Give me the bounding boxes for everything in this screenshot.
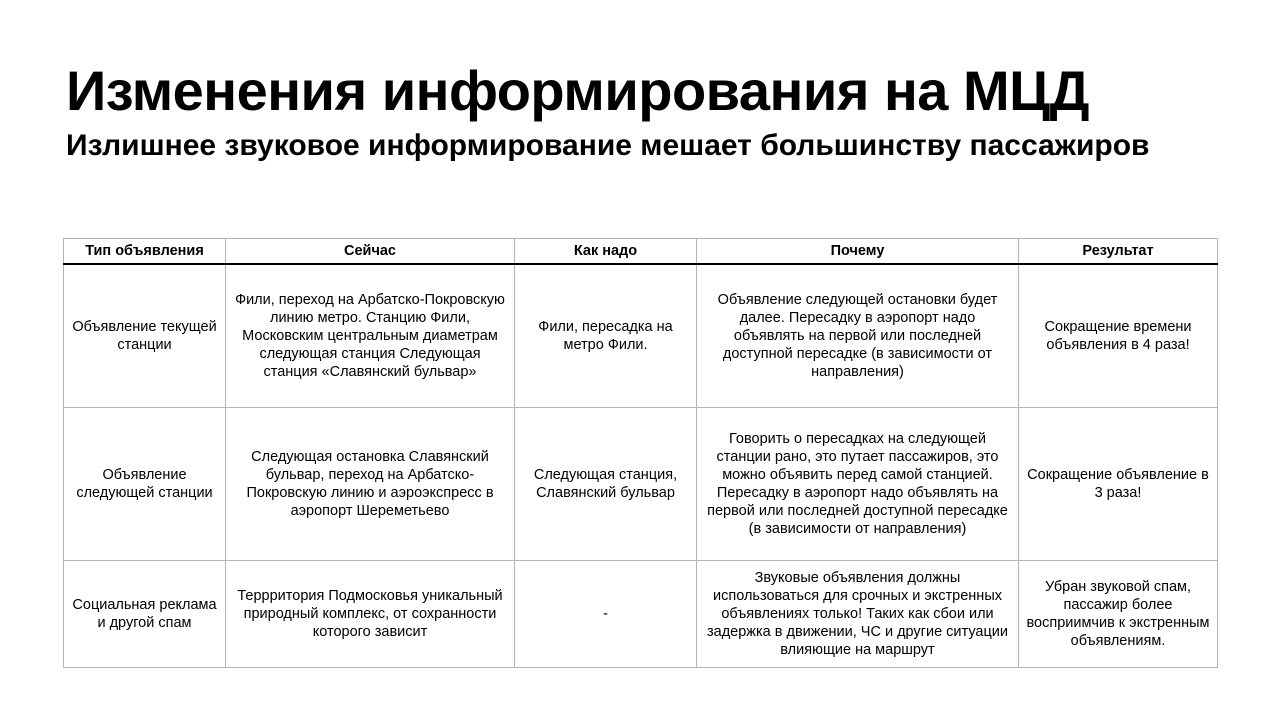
cell-result: Сокращение объявление в 3 раза! (1019, 408, 1218, 561)
cell-now: Следующая остановка Славянский бульвар, переход на Арбатско-Покровскую линию и аэроэкспресс в аэропорт Шереметьево (226, 408, 515, 561)
cell-announcement-type: Объявление текущей станции (64, 264, 226, 408)
table-row (64, 408, 1218, 561)
header-how-it-should-be: Как надо (515, 239, 697, 265)
cell-why: Объявление следующей остановки будет далее. Пересадку в аэропорт надо объявлять на первой или последней доступной пересадке (в зависимости от направления) (697, 264, 1019, 408)
header-now: Сейчас (226, 239, 515, 265)
cell-now: Фили, переход на Арбатско-Покровскую линию метро. Станцию Фили, Московским центральным диаметрам следующая станция Следующая станция «Славянский бульвар» (226, 264, 515, 408)
cell-how-it-should-be: - (515, 561, 697, 668)
cell-result: Сокращение времени объявления в 4 раза! (1019, 264, 1218, 408)
cell-why: Говорить о пересадках на следующей станции рано, это путает пассажиров, это можно объявить перед самой станцией. Пересадку в аэропорт надо объявлять на первой или последней доступной пересадке (в зависимости от направления) (697, 408, 1019, 561)
cell-announcement-type: Объявление следующей станции (64, 408, 226, 561)
table-row (64, 561, 1218, 668)
cell-how-it-should-be: Следующая станция, Славянский бульвар (515, 408, 697, 561)
header-result: Результат (1019, 239, 1218, 265)
announcement-comparison-table (63, 238, 1218, 668)
cell-now: Террритория Подмосковья уникальный природный комплекс, от сохранности которого зависит (226, 561, 515, 668)
cell-how-it-should-be: Фили, пересадка на метро Фили. (515, 264, 697, 408)
slide-subtitle: Излишнее звуковое информирование мешает большинству пассажиров (66, 129, 1150, 162)
cell-result: Убран звуковой спам, пассажир более восприимчив к экстренным объявлениям. (1019, 561, 1218, 668)
table-header-row (64, 239, 1218, 265)
cell-announcement-type: Социальная реклама и другой спам (64, 561, 226, 668)
header-announcement-type: Тип объявления (64, 239, 226, 265)
cell-why: Звуковые объявления должны использоваться для срочных и экстренных объявлениях только! Таких как сбои или задержка в движении, ЧС и другие ситуации влияющие на маршрут (697, 561, 1019, 668)
table-row (64, 264, 1218, 408)
header-why: Почему (697, 239, 1019, 265)
slide-title: Изменения информирования на МЦД (66, 59, 1089, 122)
